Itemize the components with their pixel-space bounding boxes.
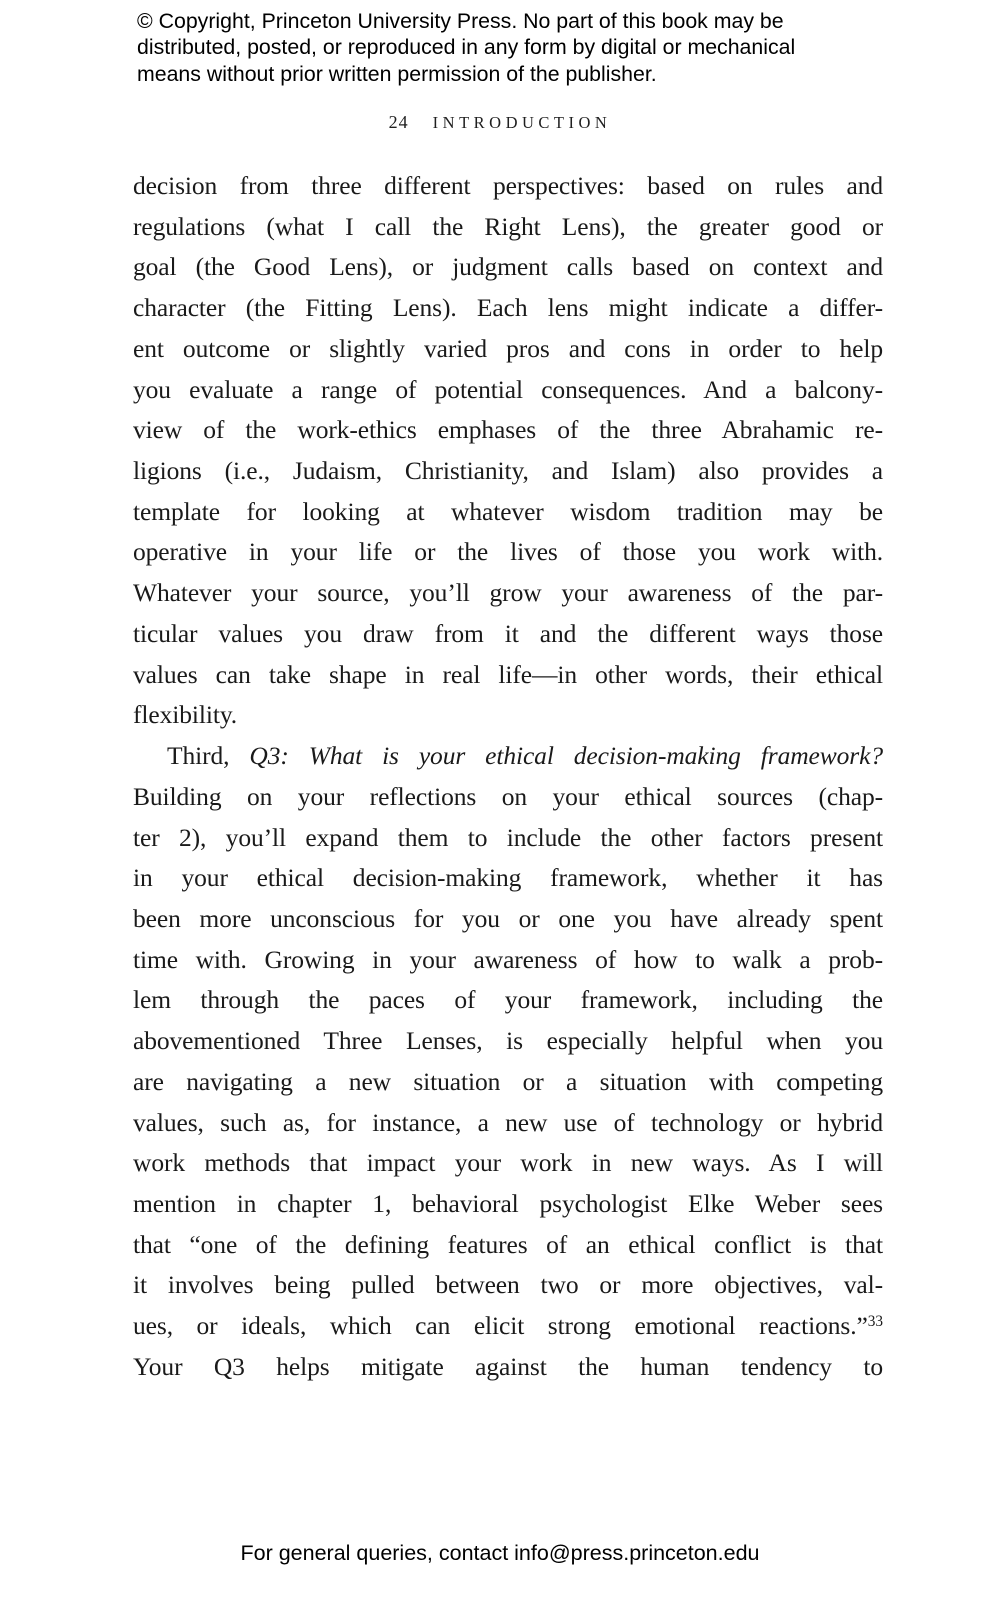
body-text-segment: flexibility. — [133, 700, 238, 730]
body-text-segment: values, such as, for instance, a new use of technology or hybrid — [133, 1107, 883, 1137]
body-text-segment: view of the work-ethics emphases of the three Abrahamic re- — [133, 415, 883, 445]
running-head-title: INTRODUCTION — [432, 113, 612, 132]
body-text-segment: in your ethical decision-making framework, whether it has — [133, 863, 883, 893]
body-line — [133, 858, 883, 899]
body-line — [133, 818, 883, 859]
body-line — [133, 1103, 883, 1144]
body-text-segment: ligions (i.e., Judaism, Christianity, and Islam) also provides a — [133, 456, 883, 486]
copyright-line: © Copyright, Princeton University Press. No part of this book may be — [137, 9, 784, 33]
body-line — [133, 899, 883, 940]
body-line — [133, 329, 883, 370]
body-text-segment: operative in your life or the lives of those you work with. — [133, 537, 883, 567]
body-text-segment: ter 2), you’ll expand them to include the other factors present — [133, 822, 883, 852]
footnote-reference: 33 — [867, 1312, 883, 1330]
body-line — [133, 1021, 883, 1062]
copyright-notice — [137, 8, 795, 87]
body-line — [133, 1347, 883, 1388]
body-text-segment: that “one of the defining features of an ethical conflict is that — [133, 1229, 883, 1259]
body-line — [133, 1225, 883, 1266]
body-text-segment: it involves being pulled between two or more objectives, val- — [133, 1270, 883, 1300]
body-text-segment: work methods that impact your work in new ways. As I will — [133, 1148, 883, 1178]
page-number: 24 — [388, 112, 409, 132]
body-text — [133, 166, 883, 1388]
body-line — [133, 614, 883, 655]
body-text-segment: been more unconscious for you or one you have already spent — [133, 903, 883, 933]
body-line — [133, 736, 883, 777]
body-line — [133, 1265, 883, 1306]
body-text-segment: values can take shape in real life—in other words, their ethical — [133, 659, 883, 689]
body-line — [133, 492, 883, 533]
body-line — [133, 1062, 883, 1103]
running-head — [0, 112, 1000, 133]
body-text-segment: time with. Growing in your awareness of how to walk a prob- — [133, 944, 883, 974]
body-text-segment: ues, or ideals, which can elicit strong emotional reactions.” — [133, 1311, 868, 1341]
copyright-line: distributed, posted, or reproduced in any form by digital or mechanical — [137, 35, 796, 60]
body-line — [133, 207, 883, 248]
body-line — [133, 532, 883, 573]
body-text-segment: Building on your reflections on your ethical sources (chap- — [133, 781, 883, 811]
body-text-segment: are navigating a new situation or a situation with competing — [133, 1066, 883, 1096]
body-text-segment: character (the Fitting Lens). Each lens might indicate a differ- — [133, 293, 883, 323]
body-text-segment: abovementioned Three Lenses, is especially helpful when you — [133, 1026, 883, 1056]
body-line — [133, 1143, 883, 1184]
body-text-segment: lem through the paces of your framework, including the — [133, 985, 883, 1015]
body-line — [133, 410, 883, 451]
body-text-segment: ent outcome or slightly varied pros and cons in order to help — [133, 333, 883, 363]
body-text-segment: goal (the Good Lens), or judgment calls based on context and — [133, 252, 883, 282]
body-line — [133, 166, 883, 207]
body-line — [133, 451, 883, 492]
body-text-segment: Whatever your source, you’ll grow your awareness of the par- — [133, 578, 883, 608]
body-line — [133, 247, 883, 288]
italic-text: Q3: What is your ethical decision-making framework? — [249, 741, 883, 771]
body-text-segment: ticular values you draw from it and the different ways those — [133, 618, 883, 648]
body-line — [133, 940, 883, 981]
body-line — [133, 777, 883, 818]
body-line — [133, 695, 883, 736]
body-text-segment: Your Q3 helps mitigate against the human tendency to — [133, 1351, 883, 1381]
body-line — [133, 1184, 883, 1225]
body-text-segment: Third, — [167, 741, 250, 771]
body-text-segment: you evaluate a range of potential consequences. And a balcony- — [133, 374, 883, 404]
copyright-line: means without prior written permission of the publisher. — [137, 61, 657, 86]
body-text-segment: regulations (what I call the Right Lens), the greater good or — [133, 211, 883, 241]
body-line — [133, 1306, 883, 1347]
body-text-segment: mention in chapter 1, behavioral psychologist Elke Weber sees — [133, 1188, 883, 1218]
body-line — [133, 288, 883, 329]
body-line — [133, 655, 883, 696]
body-line — [133, 370, 883, 411]
body-text-segment: decision from three different perspectives: based on rules and — [133, 171, 883, 200]
footer-contact: For general queries, contact info@press.princeton.edu — [240, 1541, 760, 1565]
body-line — [133, 573, 883, 614]
body-text-segment: template for looking at whatever wisdom tradition may be — [133, 496, 883, 526]
body-line — [133, 980, 883, 1021]
